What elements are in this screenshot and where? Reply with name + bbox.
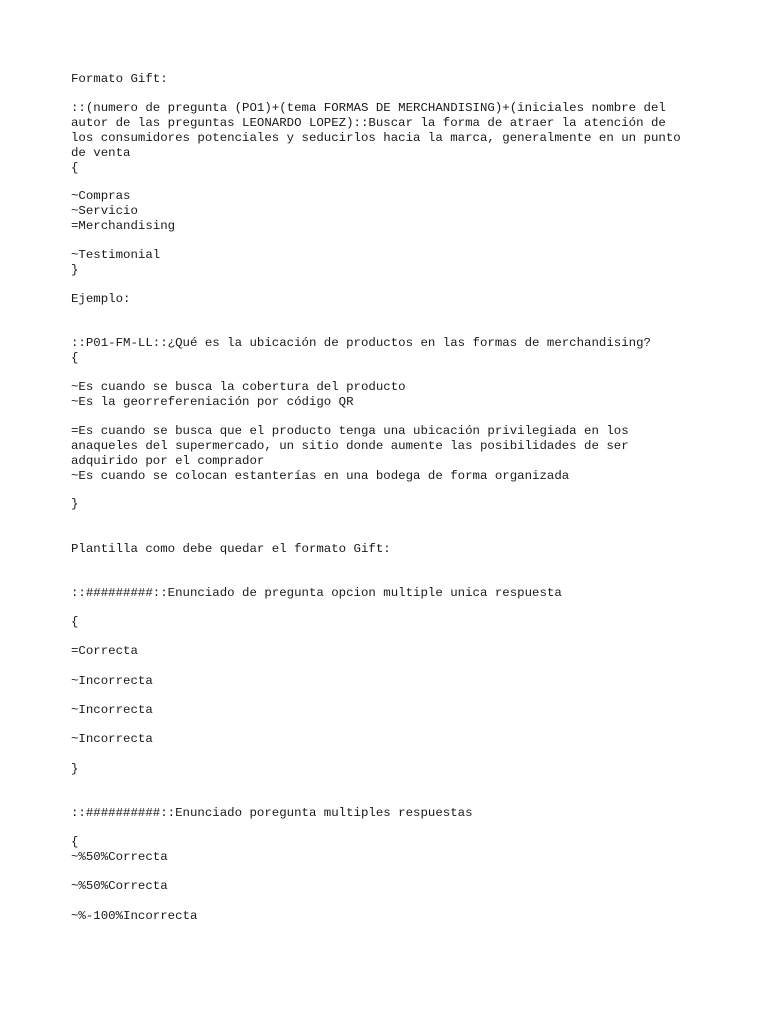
text-line: ~Es cuando se busca la cobertura del producto [71, 380, 406, 394]
text-line: =Correcta [71, 644, 138, 658]
text-line: ~%50%Correcta [71, 850, 168, 864]
text-line: autor de las preguntas LEONARDO LOPEZ)::Buscar la forma de atraer la atención de [71, 116, 666, 130]
text-line: ~Es la georrefereniación por código QR [71, 395, 354, 409]
text-line: anaqueles del supermercado, un sitio donde aumente las posibilidades de ser [71, 439, 629, 453]
text-line: los consumidores potenciales y seducirlos hacia la marca, generalmente en un punto [71, 131, 681, 145]
text-line: { [71, 615, 79, 629]
text-line: ~Incorrecta [71, 732, 153, 746]
text-line: ::##########::Enunciado poregunta multiples respuestas [71, 806, 473, 820]
text-line: Ejemplo: [71, 292, 131, 306]
text-line: =Merchandising [71, 219, 176, 233]
text-line: Plantilla como debe quedar el formato Gift: [71, 542, 391, 556]
text-line: ::P01-FM-LL::¿Qué es la ubicación de productos en las formas de merchandising? [71, 336, 651, 350]
text-line: Formato Gift: [71, 72, 168, 86]
text-line: ~Incorrecta [71, 674, 153, 688]
text-line: ~Incorrecta [71, 703, 153, 717]
text-line: ::(numero de pregunta (PO1)+(tema FORMAS DE MERCHANDISING)+(iniciales nombre del [71, 101, 666, 115]
text-line: de venta [71, 146, 131, 160]
text-line: ~Compras [71, 189, 131, 203]
text-line: { [71, 161, 79, 175]
text-line: { [71, 351, 79, 365]
text-line: adquirido por el comprador [71, 454, 265, 468]
text-line: ~%50%Correcta [71, 879, 168, 893]
text-line: } [71, 263, 79, 277]
text-line: } [71, 497, 79, 511]
text-line: } [71, 762, 79, 776]
text-line: ~Es cuando se colocan estanterías en una bodega de forma organizada [71, 469, 570, 483]
text-line: ~Testimonial [71, 248, 161, 262]
text-line: =Es cuando se busca que el producto tenga una ubicación privilegiada en los [71, 424, 629, 438]
text-line: { [71, 835, 79, 849]
text-line: ~%-100%Incorrecta [71, 909, 198, 923]
text-line: ::#########::Enunciado de pregunta opcion multiple unica respuesta [71, 586, 562, 600]
text-line: ~Servicio [71, 204, 138, 218]
